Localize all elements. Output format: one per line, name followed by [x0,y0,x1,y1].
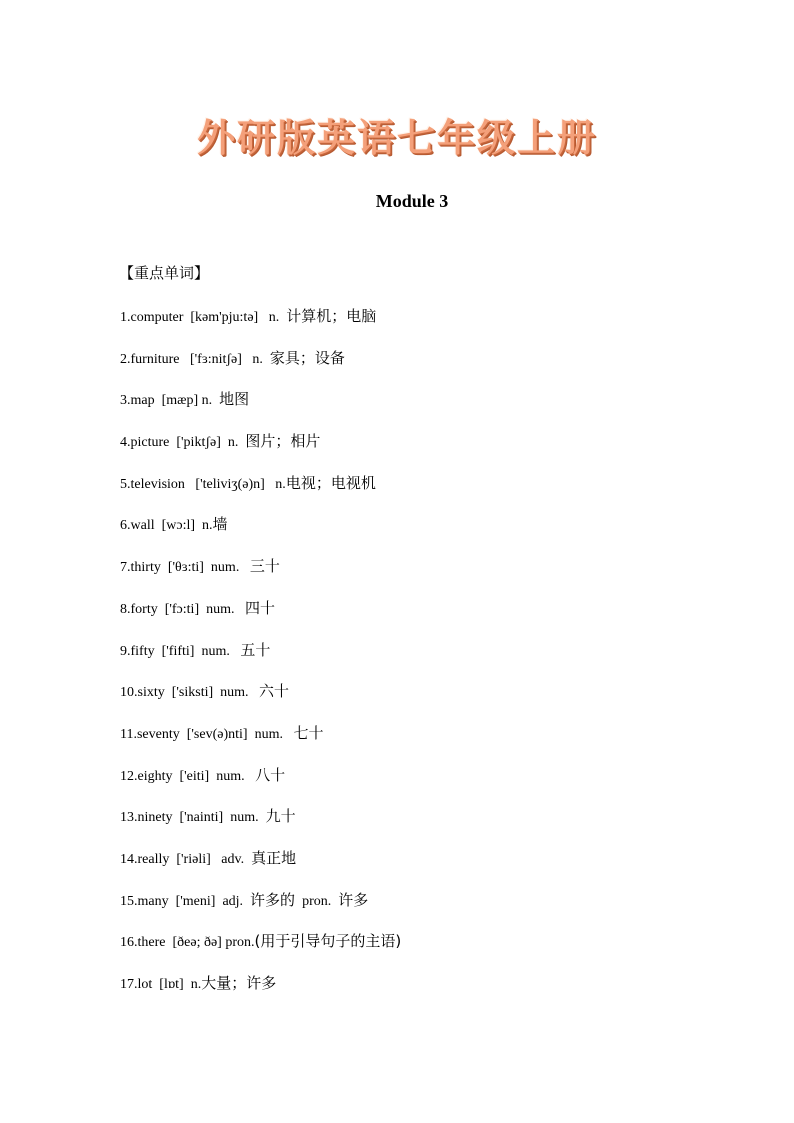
module-heading: Module 3 [375,191,449,211]
vocab-chinese: 三十 [249,557,280,576]
vocab-english: 8.forty ['fɔ:ti] num. [120,601,245,617]
vocab-chinese: 家具；设备 [269,348,345,367]
vocab-chinese: (用于引导句子的主语) [254,932,402,951]
vocab-entry [120,471,720,513]
vocab-english: 2.furniture ['fɜ:nitʃə] n. [120,351,270,367]
vocab-entry [120,804,720,846]
vocab-chinese: 计算机；电脑 [286,307,377,325]
document-title: 外研版英语七年级上册 [196,116,597,160]
vocab-chinese: 墙 [212,515,228,534]
vocab-english: 11.seventy ['sev(ə)nti] num. [120,726,294,742]
vocab-english: 17.lot [lɒt] n. [120,977,202,992]
vocab-entry [120,429,720,471]
vocabulary-list [120,304,720,1013]
vocab-chinese: 八十 [255,765,286,784]
vocab-chinese: 真正地 [251,848,297,867]
vocab-english: 14.really ['riəli] adv. [120,851,252,867]
vocab-english: 9.fifty ['fifti] num. [120,643,241,659]
vocab-english: 13.ninety ['nainti] num. [120,810,266,826]
vocab-chinese: 五十 [240,640,271,659]
vocab-entry [120,512,720,554]
vocab-chinese: 电视；电视机 [285,473,376,492]
vocab-entry [120,387,720,429]
vocab-chinese: 图片；相片 [245,432,321,451]
section-label: 【重点单词】 [119,264,210,282]
vocab-chinese: 许多的 [250,890,296,909]
vocab-entry [120,763,720,805]
vocab-entry [120,346,720,388]
vocab-english: 12.eighty ['eiti] num. [120,768,256,784]
vocab-english: 6.wall [wɔ:l] n. [120,518,213,534]
vocab-english-secondary: pron. [295,893,339,909]
vocab-entry [120,888,720,930]
vocab-entry [120,304,720,346]
vocab-entry [120,971,720,1013]
vocab-entry [120,679,720,721]
vocab-english: 3.map [mæp] n. [120,393,220,409]
vocab-entry [120,554,720,596]
vocab-entry [120,596,720,638]
vocab-english: 1.computer [kəm'pju:tə] n. [120,310,287,325]
vocab-chinese: 四十 [245,598,276,617]
vocab-english: 7.thirty ['θɜ:ti] num. [120,560,250,576]
vocab-english: 16.there [ðeə; ðə] pron. [120,935,255,951]
vocab-entry [120,721,720,763]
vocab-chinese: 七十 [293,723,324,742]
vocab-chinese: 地图 [219,390,250,409]
vocab-entry [120,929,720,971]
vocab-english: 5.television ['teliviʒ(ə)n] n. [120,476,286,492]
vocab-english: 4.picture ['piktʃə] n. [120,435,246,451]
vocab-chinese: 六十 [259,682,290,701]
vocab-chinese: 大量；许多 [201,974,277,992]
vocab-english: 15.many ['meni] adj. [120,893,251,909]
vocab-chinese: 九十 [265,807,296,826]
vocab-entry [120,638,720,680]
vocab-chinese-secondary: 许多 [338,890,369,909]
vocab-entry [120,846,720,888]
vocab-english: 10.sixty ['siksti] num. [120,685,260,701]
